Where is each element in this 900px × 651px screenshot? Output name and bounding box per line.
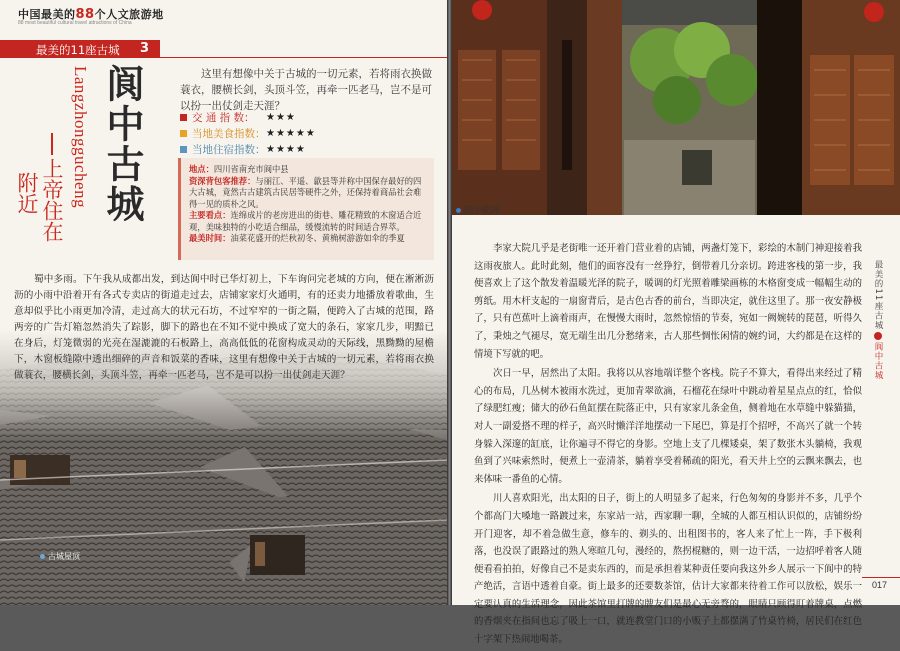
rating-transport: 交 通 指 数： ★★★ (180, 110, 296, 125)
side-circle-icon (874, 332, 882, 340)
caption-dot-icon (40, 554, 45, 559)
paragraph: 次日一早，居然出了太阳。我将以从容地端详整个客栈。院子不算大，看得出来经过了精心的布局，几丛树木被雨水洗过，更加青翠欲滴，石榴花在绿叶中跳动着星星点点的红，恰似了绿肥红瘦；储大的砂石鱼缸摆在院落正中，只有家家儿条金鱼，侧着地在水草缝中躲猫猫，对人一副爱搭不理的样子，高兴时懒洋洋地摆动一下尾巴，算是打个招呼，不高兴了就一个转身躲入深邃的缸底，让你遍寻不得它的身影。空地上支了几棵矮桌，架了数张木头躺椅，我观鱼到了兴味索然时，便煮上一壶清茶，躺着享受着稀疏的阳光，看天井上空的云飘来飘去，也来体味一番鱼的心情。 (474, 368, 862, 485)
info-location: 地点：四川省南充市阆中县 (189, 164, 289, 174)
rating-stars: ★★★ (266, 112, 296, 123)
pinyin-title: Langzhonggucheng (71, 66, 90, 209)
page-number: 017 (872, 580, 888, 590)
intro-paragraph: 这里有想像中关于古城的一切元素，若将雨衣换做蓑衣，腰横长剑，头顶斗笠，再牵一匹老马，岂不是可以扮一出仗剑走天涯？ (180, 68, 432, 112)
courtyard-caption: 院中乾坤 (456, 203, 500, 216)
section-bar (0, 40, 160, 58)
rating-marker (180, 146, 187, 153)
rating-marker (180, 130, 187, 137)
rating-marker (180, 114, 187, 121)
body-text-left: 蜀中多雨。下午我从成都出发，到达阆中时已华灯初上，下车询问完老城的方向，便在淅淅沥沥的小雨中沿着开有各式专卖店的街道走过去，店铺家家灯火通明，有的还卖力地播放着歌曲，生意却似乎比小雨更加冷清，走过高大的状元石坊，不过窄窄的一街之隔，便跨入了古城的范围，路两旁的广告灯箱忽然消失了踪影，脚下的路也在不知不觉中换成了宽大的条石，家家几步，明黯已在身后，灯笼微弱的光亮在湿漉漉的石板路上，高高低低的花窗构成灵动的天际线，黑黝黝的屋檐下，木窗板缝隙中透出细碎的声音和饭菜的香味，这里有想像中关于古城的一切元素，若将雨衣换做蓑衣，腰横长剑，头顶斗笠，再牵一匹老马，岂不是可以扮一出仗剑走天涯？ (14, 274, 434, 381)
info-best-time: 最美时间：油菜花盛开的烂秋初冬、黄桷树游游如伞的季夏 (189, 233, 405, 243)
section-rule (160, 57, 447, 58)
body-text-right (474, 240, 862, 651)
rating-food: 当地美食指数： ★★★★★ (180, 126, 316, 141)
series-subtitle: 88 most beautiful cultural travel attractions of China (18, 20, 132, 26)
running-header-vertical: 最美的11座古城阆中古城 (873, 260, 883, 380)
info-highlights: 主要看点：连绵成片的老房进出的街巷、雕花精致的木窗适合近观，美味独特的小吃适合细品，缓慢流转的时间适合界萃。 (189, 210, 422, 232)
subtitle-column-1: 上帝住在 (40, 158, 64, 242)
rating-lodging: 当地住宿指数： ★★★★ (180, 142, 306, 157)
right-page (452, 0, 900, 646)
caption-dot-icon (456, 208, 461, 213)
rating-stars: ★★★★★ (266, 128, 316, 139)
rating-stars: ★★★★ (266, 144, 306, 155)
paragraph: 川人喜欢阳光，出太阳的日子，街上的人明显多了起来，行色匆匆的身影并不多，几乎个个都高门大嗓地一路踱过来，东家站一站，西家聊一聊，全城的人都互相认识似的，店铺纷纷开门迎客，却不着急做生意，修车的、剃头的、出租图书的，客人来了忙上一阵，手下极利落，也没误了跟路过的熟人寒暄几句，漫经的，熬拐棍糖的，则一边干活，一边招呼着客人随便看看拍拍，好像自己不是卖东西的，而是承担着某种责任要向我这外乡人展示一下阆中的特产绝活，言语中透着自豪。街上最多的还要数茶馆，估计大家都来待着工作可以放松，娱乐一定要认真的生活理念，因此茶馆里打牌的牌友们是最心无旁骛的，眼睛只顾得盯着牌桌，点燃的香烟夹在指间也忘了吸上一口，就连教堂门口的小贩子上都摆满了竹桌竹椅，居民们在红色十字架下热闹地喝茶。 (474, 493, 862, 646)
rooftops-caption: 古城屋顶 (40, 551, 80, 562)
subtitle-dash (51, 133, 53, 155)
left-page (0, 0, 447, 605)
info-box (178, 158, 434, 260)
subtitle-column-2: 附近 (15, 172, 39, 214)
main-title: 阆中古城 (100, 64, 145, 224)
section-label: 最美的11座古城 (36, 43, 120, 57)
series-title: 中国最美的88个人文旅游地 (18, 7, 164, 22)
courtyard-photo (452, 0, 900, 215)
section-number: 3 (140, 41, 150, 56)
paragraph: 李家大院几乎是老街唯一还开着门营业着的店铺，两盏灯笼下，彩绘的木制门神迎接着我这雨夜旅人。此时此刻，他们的面容没有一丝狰狞，倒带着几分亲切。跨进客栈的第一步，我便喜欢上了这个散发着温暖光泽的院子，暖调的灯光照着雕梁画栋的木格窗变成一幅幅生动的剪纸。用木杆支起的一扇窗背后，是古色古香的前台，当即决定，就住这里了。那一夜安静极了，只有芭蕉叶上滴着雨声，在慢慢大雨时，忽然惊悟的节奏，宛如一阙婉转的琵琶，听得久了，秉烛之气褪尽，宽无端生出几分愁绪来，古人那些惆怅闲情的婉约词，大约都是在这样的情境下写就的吧。 (474, 243, 862, 360)
info-recommendation: 资深背包客推荐：与丽江、平遥、歙县等并称中国保存最好的四大古城，竟然古古建筑古民居等硬件之外，还保持着商品社会难得一见的质朴之风。 (189, 175, 422, 209)
